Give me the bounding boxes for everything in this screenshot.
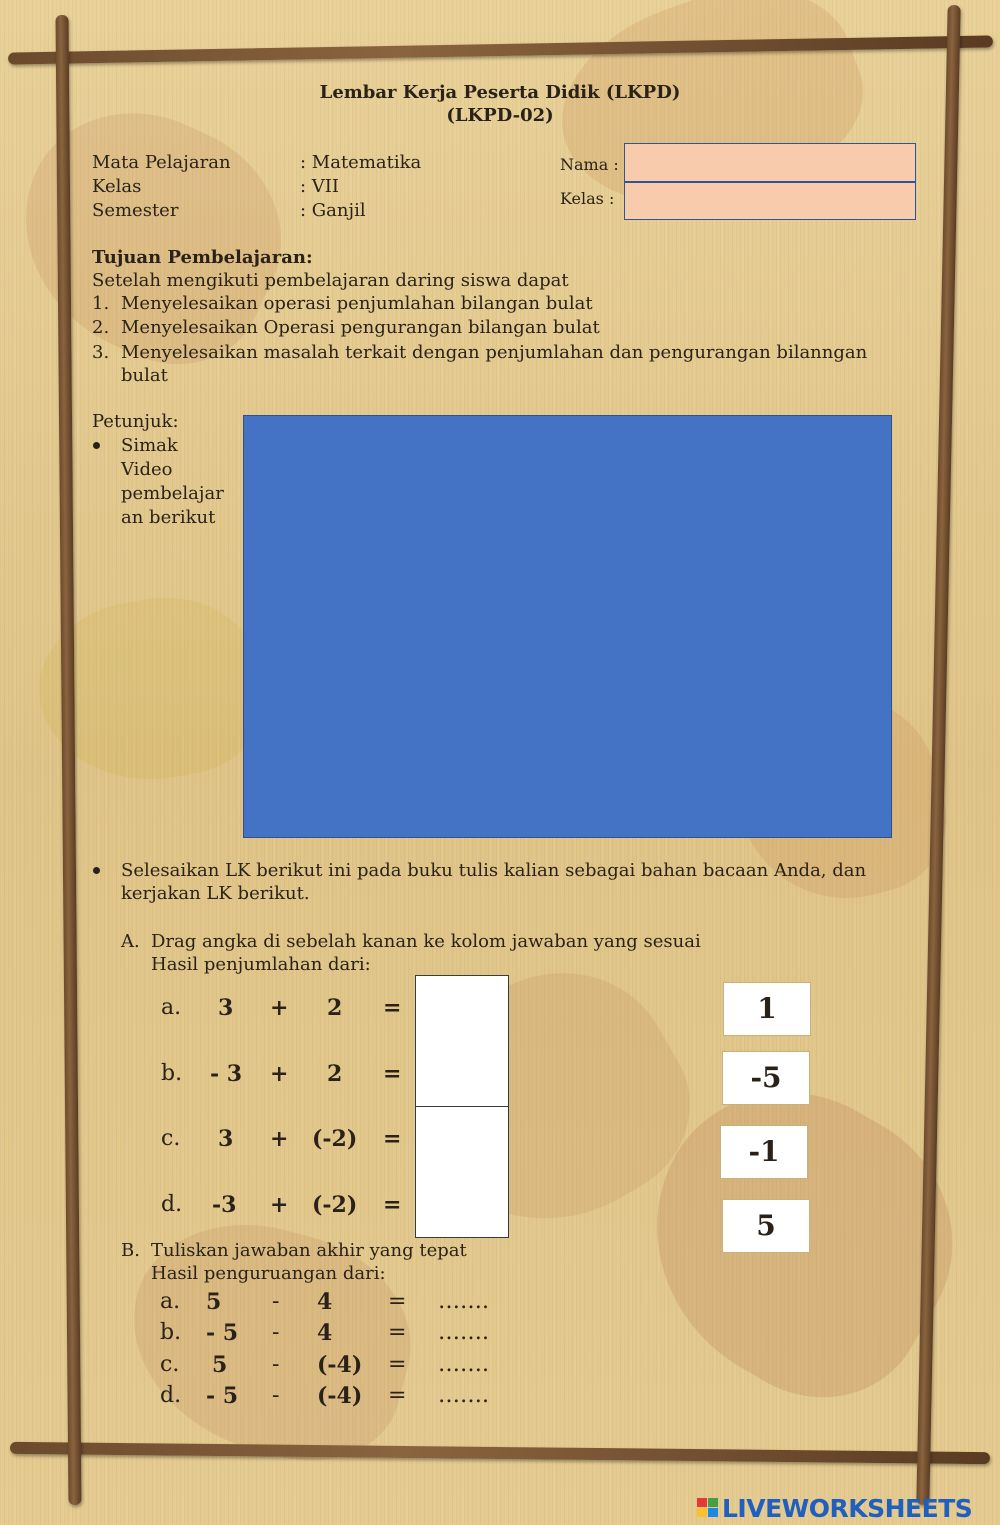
worksheet-subtitle: (LKPD-02) (446, 105, 554, 126)
operator: - (272, 1352, 280, 1377)
draggable-answer-chip[interactable]: -5 (722, 1051, 810, 1105)
row-label: c. (160, 1352, 180, 1377)
objective-number: 3. (92, 342, 110, 363)
instructions-heading: Petunjuk: (92, 411, 179, 432)
second-operand: (-2) (312, 1126, 358, 1152)
class-value: : VII (300, 176, 340, 197)
name-field-label: Nama : (560, 155, 619, 174)
first-operand: 3 (218, 995, 234, 1021)
row-label: b. (161, 1061, 183, 1086)
video-player[interactable] (243, 415, 892, 838)
objectives-intro: Setelah mengikuti pembelajaran daring siswa dapat (92, 270, 569, 291)
equals-sign: = (383, 1126, 402, 1152)
equals-sign: = (388, 1289, 407, 1314)
worksheet-title: Lembar Kerja Peserta Didik (LKPD) (319, 82, 681, 103)
section-a-subheading: Hasil penjumlahan dari: (151, 954, 371, 975)
section-b-marker: B. (121, 1240, 140, 1261)
instruction-bullet-line: kerjakan LK berikut. (121, 883, 310, 904)
second-operand: 2 (327, 995, 343, 1021)
second-operand: (-4) (317, 1383, 363, 1409)
semester-value: : Ganjil (300, 200, 366, 221)
instruction-bullet-line: an berikut (121, 507, 216, 528)
equals-sign: = (388, 1320, 407, 1345)
answer-blank[interactable]: ……. (438, 1352, 489, 1377)
bullet-marker (93, 867, 100, 874)
equals-sign: = (388, 1352, 407, 1377)
class-label: Kelas (92, 176, 142, 197)
answer-drop-zone[interactable] (415, 975, 509, 1107)
first-operand: - 5 (206, 1383, 239, 1409)
semester-label: Semester (92, 200, 179, 221)
row-label: d. (160, 1383, 182, 1408)
bullet-marker (93, 442, 100, 449)
first-operand: 5 (206, 1289, 222, 1315)
objective-item: Menyelesaikan Operasi pengurangan bilangan bulat (121, 317, 600, 338)
row-label: b. (160, 1320, 182, 1345)
instruction-bullet-line: pembelajar (121, 483, 224, 504)
instruction-bullet-line: Simak (121, 435, 178, 456)
objectives-heading: Tujuan Pembelajaran: (92, 247, 313, 268)
row-label: d. (161, 1192, 183, 1217)
answer-blank[interactable]: ……. (438, 1383, 489, 1408)
subject-label: Mata Pelajaran (92, 152, 231, 173)
name-input[interactable] (624, 143, 916, 182)
logo-text: LIVEWORKSHEETS (722, 1494, 973, 1523)
class-input[interactable] (624, 182, 916, 220)
first-operand: - 5 (206, 1320, 239, 1346)
objective-item-continued: bulat (121, 365, 168, 386)
answer-blank[interactable]: ……. (438, 1320, 489, 1345)
second-operand: 4 (317, 1289, 333, 1315)
operator: - (272, 1320, 280, 1345)
draggable-answer-chip[interactable]: 5 (722, 1199, 810, 1253)
objective-number: 2. (92, 317, 110, 338)
operator: - (272, 1383, 280, 1408)
logo-icon (697, 1498, 719, 1518)
first-operand: -3 (212, 1192, 237, 1218)
subject-value: : Matematika (300, 152, 422, 173)
section-b-instruction: Tuliskan jawaban akhir yang tepat (151, 1240, 467, 1261)
answer-blank[interactable]: ……. (438, 1289, 489, 1314)
draggable-answer-chip[interactable]: -1 (720, 1125, 808, 1179)
row-label: c. (161, 1126, 181, 1151)
row-label: a. (160, 1289, 181, 1314)
second-operand: (-4) (317, 1352, 363, 1378)
liveworksheets-logo[interactable] (697, 1494, 995, 1523)
equals-sign: = (383, 1061, 402, 1087)
class-field-label: Kelas : (560, 189, 615, 208)
instruction-bullet-line: Video (121, 459, 173, 480)
operator: + (270, 1192, 289, 1218)
operator: + (270, 1126, 289, 1152)
frame-bottom-twig (10, 1442, 990, 1464)
instruction-bullet-line: Selesaikan LK berikut ini pada buku tulis kalian sebagai bahan bacaan Anda, dan (121, 860, 867, 881)
first-operand: 5 (212, 1352, 228, 1378)
equals-sign: = (383, 995, 402, 1021)
draggable-answer-chip[interactable]: 1 (723, 982, 811, 1036)
equals-sign: = (383, 1192, 402, 1218)
objective-item: Menyelesaikan masalah terkait dengan penjumlahan dan pengurangan bilanngan (121, 342, 868, 363)
second-operand: 4 (317, 1320, 333, 1346)
operator: + (270, 995, 289, 1021)
second-operand: 2 (327, 1061, 343, 1087)
operator: - (272, 1289, 280, 1314)
first-operand: - 3 (210, 1061, 243, 1087)
answer-drop-zone[interactable] (415, 1106, 509, 1238)
equals-sign: = (388, 1383, 407, 1408)
row-label: a. (161, 995, 182, 1020)
objective-item: Menyelesaikan operasi penjumlahan bilangan bulat (121, 293, 593, 314)
objective-number: 1. (92, 293, 110, 314)
section-a-marker: A. (121, 931, 140, 952)
second-operand: (-2) (312, 1192, 358, 1218)
first-operand: 3 (218, 1126, 234, 1152)
operator: + (270, 1061, 289, 1087)
section-a-instruction: Drag angka di sebelah kanan ke kolom jawaban yang sesuai (151, 931, 701, 952)
section-b-subheading: Hasil penguruangan dari: (151, 1263, 386, 1284)
